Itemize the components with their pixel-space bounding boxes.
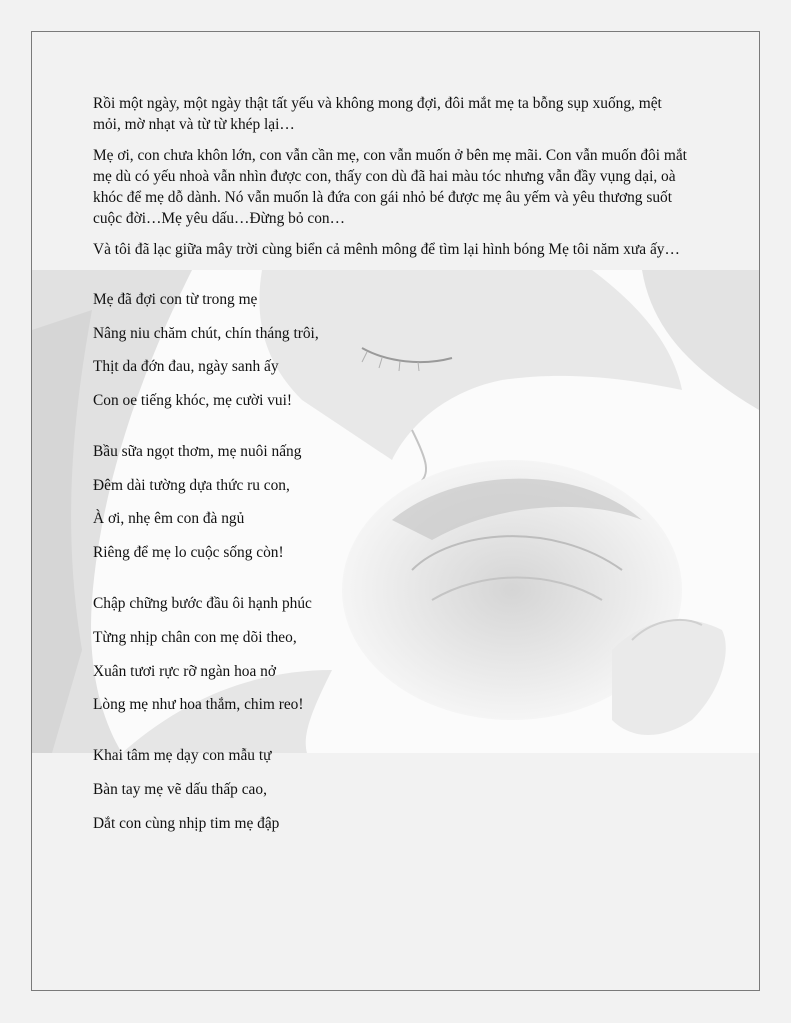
paragraph: Rồi một ngày, một ngày thật tất yếu và không mong đợi, đôi mắt mẹ ta bỗng sụp xuống, mệt mỏi, mờ nhạt và từ từ khép lại… [93,95,662,133]
poem-stanza [93,442,693,563]
poem-line: Từng nhịp chân con mẹ dõi theo, [93,628,297,646]
poem-line: Con oe tiếng khóc, mẹ cười vui! [93,392,292,410]
poem-line: Thịt da đớn đau, ngày sanh ấy [93,358,279,376]
poem-line: Chập chững bước đầu ôi hạnh phúc [93,595,312,613]
document-body [93,93,693,865]
paragraph: Và tôi đã lạc giữa mây trời cùng biển cả mênh mông để tìm lại hình bóng Mẹ tôi năm xưa ấy… [93,241,680,258]
poem [93,290,693,834]
poem-line: Lòng mẹ như hoa thắm, chim reo! [93,696,304,714]
paragraph: Mẹ ơi, con chưa khôn lớn, con vẫn cần mẹ, con vẫn muốn ở bên mẹ mãi. Con vẫn muốn đôi mắt mẹ dù có yếu nhoà vẫn nhìn được con, thấy con dù đã hai màu tóc nhưng vẫn đầy vụng dại, oà khóc để mẹ dỗ dành. Nó vẫn muốn là đứa con gái nhỏ bé được mẹ âu yếm và yêu thương suốt cuộc đời…Mẹ yêu dấu…Đừng bỏ con… [93,147,687,227]
poem-stanza [93,594,693,715]
poem-stanza [93,290,693,411]
poem-line: Bầu sữa ngọt thơm, mẹ nuôi nấng [93,443,302,461]
poem-line: Mẹ đã đợi con từ trong mẹ [93,291,258,308]
poem-line: Nâng niu chăm chút, chín tháng trôi, [93,324,319,342]
poem-line: Dắt con cùng nhịp tim mẹ đập [93,814,280,832]
poem-stanza [93,746,693,833]
poem-line: Xuân tươi rực rỡ ngàn hoa nở [93,662,276,680]
poem-line: Đêm dài tường dựa thức ru con, [93,476,290,494]
poem-line: Khai tâm mẹ dạy con mẫu tự [93,747,272,765]
poem-line: Riêng để mẹ lo cuộc sống còn! [93,544,284,562]
poem-line: Bàn tay mẹ vẽ dấu thấp cao, [93,780,267,798]
poem-line: À ơi, nhẹ êm con đà ngủ [93,510,245,528]
